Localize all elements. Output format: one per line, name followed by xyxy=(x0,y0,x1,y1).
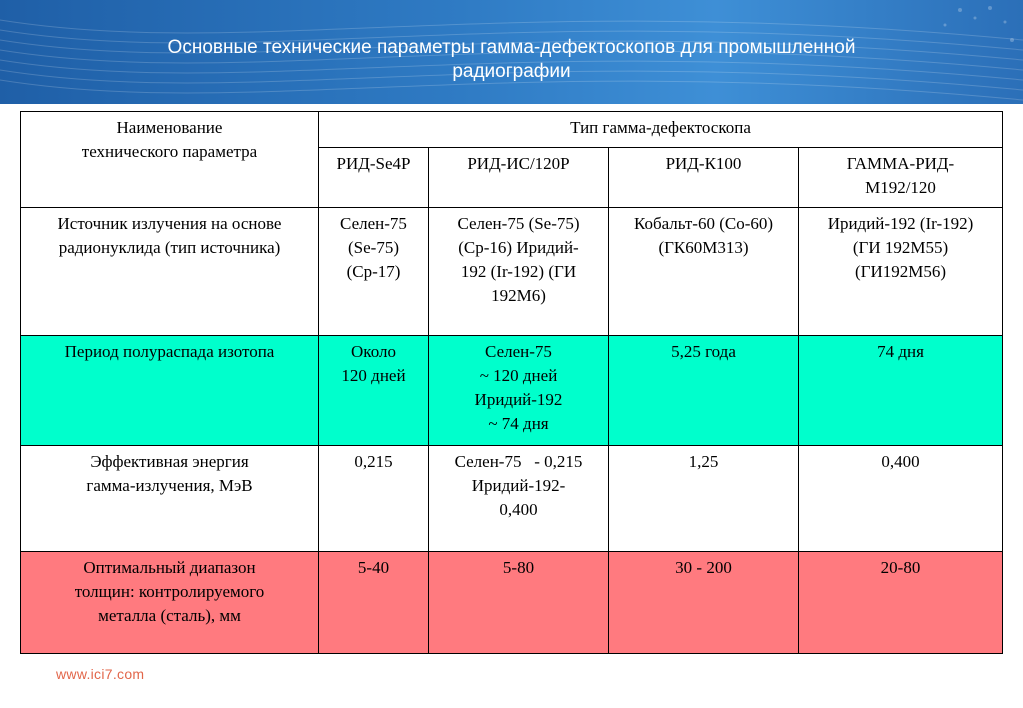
cell-line: 5-40 xyxy=(357,558,390,577)
cell-line: ~ 74 дня xyxy=(488,414,549,433)
cell-line: металла (сталь), мм xyxy=(98,606,241,625)
cell-line: 1,25 xyxy=(688,452,719,471)
cell-line: 120 дней xyxy=(341,366,406,385)
cell-line: 5,25 года xyxy=(671,342,736,361)
table-row xyxy=(21,446,1003,552)
type-cell xyxy=(799,148,1003,208)
cell-line: Кобальт-60 (Со-60) xyxy=(633,214,774,233)
cell-line: (ГК60М313) xyxy=(658,238,749,257)
cell-line: Иридий-192- xyxy=(471,476,566,495)
page-title xyxy=(0,36,1023,84)
footer-site-url: www.ici7.com xyxy=(56,666,145,682)
table-row xyxy=(21,552,1003,654)
value-cell xyxy=(319,446,429,552)
cell-line: 0,400 xyxy=(499,500,538,519)
value-cell xyxy=(429,446,609,552)
type-cell xyxy=(429,148,609,208)
cell-line: 192 (Ir-192) (ГИ xyxy=(460,262,577,281)
value-cell xyxy=(799,552,1003,654)
cell-line: Иридий-192 (Ir-192) xyxy=(827,214,974,233)
cell-line: М192/120 xyxy=(865,178,936,197)
page-title-line: Основные технические параметры гамма-дефектоскопов для промышленной xyxy=(167,37,856,58)
value-cell xyxy=(609,446,799,552)
cell-line: Источник излучения на основе xyxy=(57,214,282,233)
cell-line: Эффективная энергия xyxy=(90,452,249,471)
cell-line: радионуклида (тип источника) xyxy=(58,238,281,257)
value-cell xyxy=(319,208,429,336)
cell-line: толщин: контролируемого xyxy=(74,582,265,601)
value-cell xyxy=(429,208,609,336)
cell-line: РИД-К100 xyxy=(665,154,742,173)
value-cell xyxy=(799,208,1003,336)
cell-line: Около xyxy=(351,342,396,361)
cell-line: Селен-75 xyxy=(485,342,552,361)
table-row xyxy=(21,336,1003,446)
value-cell xyxy=(319,336,429,446)
cell-line: Селен-75 (Se-75) xyxy=(457,214,580,233)
cell-line: РИД-Se4P xyxy=(336,154,411,173)
cell-line: Селен-75 xyxy=(340,214,407,233)
param-header-cell xyxy=(21,112,319,208)
cell-line: Наименование xyxy=(116,118,223,137)
value-cell xyxy=(799,336,1003,446)
value-cell xyxy=(609,336,799,446)
type-cell xyxy=(319,148,429,208)
cell-line: технического параметра xyxy=(81,142,258,161)
cell-line: ~ 120 дней xyxy=(479,366,558,385)
cell-line: 74 дня xyxy=(877,342,924,361)
cell-line: (Se-75) xyxy=(348,238,399,257)
param-cell xyxy=(21,552,319,654)
value-cell xyxy=(609,552,799,654)
parameters-table xyxy=(20,111,1003,654)
cell-line: (Ср-16) Иридий- xyxy=(458,238,579,257)
cell-line: РИД-ИС/120Р xyxy=(467,154,570,173)
value-cell xyxy=(799,446,1003,552)
type-header-cell xyxy=(319,112,1003,148)
value-cell xyxy=(429,552,609,654)
cell-line: (Ср-17) xyxy=(346,262,401,281)
value-cell xyxy=(609,208,799,336)
cell-line: Оптимальный диапазон xyxy=(83,558,256,577)
cell-line: 20-80 xyxy=(880,558,921,577)
param-cell xyxy=(21,208,319,336)
table-header-row xyxy=(21,112,1003,148)
value-cell xyxy=(319,552,429,654)
param-cell xyxy=(21,446,319,552)
cell-line: 30 - 200 xyxy=(675,558,732,577)
cell-line: 5-80 xyxy=(502,558,535,577)
cell-line: ГАММА-РИД- xyxy=(846,154,955,173)
table-row xyxy=(21,208,1003,336)
cell-line: Селен-75 - 0,215 xyxy=(454,452,583,471)
type-cell xyxy=(609,148,799,208)
cell-line: Период полураспада изотопа xyxy=(64,342,275,361)
cell-line: 0,400 xyxy=(881,452,920,471)
cell-line: 192М6) xyxy=(491,286,546,305)
cell-line: 0,215 xyxy=(354,452,393,471)
cell-line: (ГИ 192М55) xyxy=(852,238,949,257)
header-banner xyxy=(0,0,1023,104)
param-cell xyxy=(21,336,319,446)
page-title-line: радиографии xyxy=(452,61,571,82)
cell-line: Иридий-192 xyxy=(474,390,563,409)
cell-line: (ГИ192М56) xyxy=(854,262,947,281)
cell-line: Тип гамма-дефектоскопа xyxy=(570,118,751,137)
value-cell xyxy=(429,336,609,446)
cell-line: гамма-излучения, МэВ xyxy=(86,476,253,495)
